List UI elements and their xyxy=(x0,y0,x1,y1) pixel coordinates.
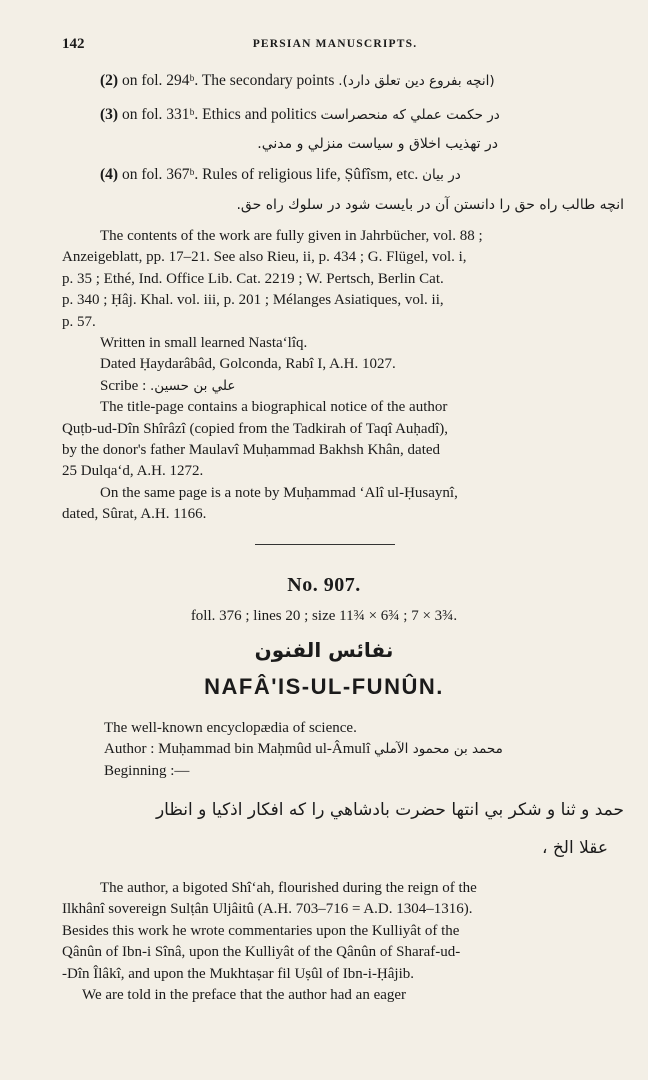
scribe-label: Scribe : xyxy=(100,377,147,394)
item-3-persian-cont: در تهذيب اخلاق و سياست منزلي و مدني. xyxy=(257,136,498,152)
text-line: p. 35 ; Ethé, Ind. Office Lib. Cat. 2219 ; W. Pertsch, Berlin Cat. xyxy=(62,270,444,287)
item-persian: (انچه بفروع دين تعلق دارد). xyxy=(338,73,495,89)
author-label: Author : xyxy=(104,741,155,758)
page-header xyxy=(62,36,608,56)
page-number: 142 xyxy=(62,36,85,52)
item-persian: در بيان xyxy=(422,167,461,183)
item-text: on fol. 294ᵇ. The secondary points xyxy=(121,72,335,89)
item-number: (3) xyxy=(100,106,119,123)
entry-number: No. 907. xyxy=(287,574,361,596)
desc-line: The well-known encyclopædia of science. xyxy=(104,720,357,736)
author-persian: محمد بن محمود الآملي xyxy=(374,741,503,758)
text-line: p. 340 ; Ḥâj. Khal. vol. iii, p. 201 ; Mélanges Asiatiques, vol. ii, xyxy=(62,292,444,309)
item-2 xyxy=(100,70,624,92)
beginning-label: Beginning :— xyxy=(104,762,190,779)
beginning-arabic-1: حمد و ثنا و شكر بي انتها حضرت بادشاهي را كه افكار اذكيا و انظار xyxy=(155,800,624,820)
item-number: (4) xyxy=(100,166,119,183)
item-4 xyxy=(100,164,624,186)
item-3 xyxy=(100,104,624,126)
text-line: The title-page contains a biographical notice of the author xyxy=(100,399,448,416)
text-line: p. 57. xyxy=(62,313,96,330)
text-line: dated, Sûrat, A.H. 1166. xyxy=(62,506,207,523)
author-name: Muḥammad bin Maḥmûd ul-Âmulî xyxy=(158,741,371,758)
item-4-persian-cont: انچه طالب راه حق را دانستن آن در بايست شود در سلوك راه حق. xyxy=(236,197,624,213)
entry-title: NAFÂ'IS-UL-FUNÛN. xyxy=(204,674,444,699)
section-divider xyxy=(255,544,395,545)
text-line: Ilkhânî sovereign Sulṭân Uljâitû (A.H. 703–716 = A.D. 1304–1316). xyxy=(62,901,473,918)
item-number: (2) xyxy=(100,72,119,89)
text-line: On the same page is a note by Muḥammad ‘Alî ul-Ḥusaynî, xyxy=(100,484,458,501)
entry-persian-title: نفائس الفنون xyxy=(254,638,394,662)
running-head: PERSIAN MANUSCRIPTS. xyxy=(252,38,418,50)
contents-paragraph xyxy=(62,226,624,526)
text-line: Quṭb-ud-Dîn Shîrâzî (copied from the Tadkirah of Taqî Auḥadî), xyxy=(62,420,449,437)
text-line: by the donor's father Maulavî Muḥammad Bakhsh Khân, dated xyxy=(62,442,441,459)
entry-description xyxy=(62,718,624,782)
written-line: Written in small learned Nasta‘lîq. xyxy=(100,335,308,352)
scribe-line xyxy=(62,376,624,397)
text-line: Besides this work he wrote commentaries upon the Kulliyât of the xyxy=(62,922,460,939)
text-line: -Dîn Îlâkî, and upon the Mukhtaṣar fil Uṣûl of Ibn-i-Ḥâjib. xyxy=(62,965,415,982)
text-line: Anzeigeblatt, pp. 17–21. See also Rieu, ii, p. 434 ; G. Flügel, vol. i, xyxy=(62,249,467,266)
text-line: Qânûn of Ibn-i Sînâ, upon the Kulliyât of the Qânûn of Sharaf-ud- xyxy=(62,944,461,961)
text-line: The author, a bigoted Shî‘ah, flourished during the reign of the xyxy=(100,880,477,896)
text-line: 25 Dulqa‘d, A.H. 1272. xyxy=(62,463,204,480)
dated-line: Dated Ḥaydarâbâd, Golconda, Rabî I, A.H. 1027. xyxy=(100,356,396,373)
item-persian: در حكمت عملي كه منحصراست xyxy=(320,107,500,123)
item-text: on fol. 367ᵇ. Rules of religious life, Ṣûfîsm, etc. xyxy=(121,166,419,183)
entry-folio: foll. 376 ; lines 20 ; size 11¾ × 6¾ ; 7 × 3¾. xyxy=(190,608,458,624)
item-text: on fol. 331ᵇ. Ethics and politics xyxy=(121,106,317,123)
text-line: The contents of the work are fully given in Jahrbücher, vol. 88 ; xyxy=(100,228,483,244)
author-paragraph xyxy=(62,878,624,1006)
scribe-name: علي بن حسين. xyxy=(150,377,236,394)
beginning-arabic-2: عقلا الخ ، xyxy=(541,838,608,858)
author-line xyxy=(62,739,624,760)
text-line: We are told in the preface that the author had an eager xyxy=(82,987,407,1004)
